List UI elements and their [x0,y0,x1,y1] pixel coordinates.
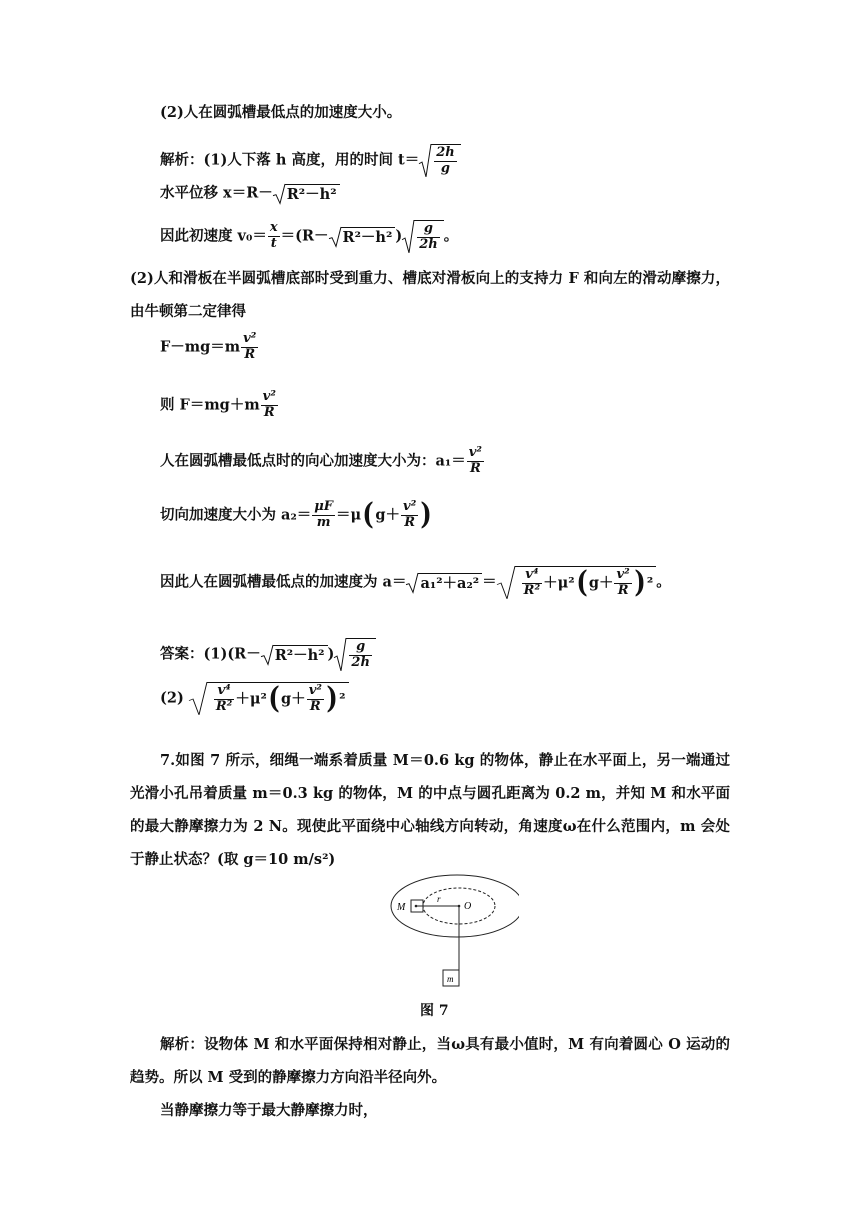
label-M: M [397,902,406,913]
solution-part1-time [160,144,461,177]
sqrt-2h-over-g: $\frac{2h}{g}$ [419,144,461,177]
equation-newton: F－mg＝m $\frac{\text{v²}}{R}$ [160,331,257,362]
equation-F: 则 F＝mg＋m $\frac{\text{v²}}{R}$ [160,389,276,420]
answer-2: (2) $\frac{\text{v⁴}}{\text{R²}}$ ＋μ²(g＋ $\frac{\text{v²}}{R}$ )² [160,682,349,715]
problem-7-last-line: 当静摩擦力等于最大静摩擦力时， [160,1102,378,1119]
question-2: (2)人在圆弧槽最低点的加速度大小。 [160,104,402,121]
solution-horizontal-displacement: 水平位移 x＝R－ R²－h² [160,184,340,203]
solution-part2-paragraph: (2)人和滑板在半圆弧槽底部时受到重力、槽底对滑板向上的支持力 F 和向左的滑动摩擦力，由牛顿第二定律得 [130,270,730,320]
problem-7-statement: 7.如图 7 所示，细绳一端系着质量 M＝0.6 kg 的物体，静止在水平面上，另一端通过光滑小孔吊着质量 m＝0.3 kg 的物体，M 的中点与圆孔距离为 0.2 m，并知 M 和水平面的最大静摩擦力为 2 N。现使此平面绕中心轴线方向转动，角速度ω在什么范围内，m 会处于静止状态？(取 g＝10 m/s²) [130,752,730,868]
equation-tangential: 切向加速度大小为 a₂＝ $\frac{\mu F}{m}$ ＝μ(g＋ $\frac{\text{v²}}{R}$ ) [160,497,433,533]
time-text: (1)人下落 h 高度，用的时间 t＝ [203,151,420,169]
equation-centripetal: 人在圆弧槽最低点时的向心加速度大小为：a₁＝ $\frac{\text{v²}}{R}$ [160,445,482,476]
equation-total-acceleration: 因此人在圆弧槽最低点的加速度为 a＝ a₁²＋a₂² ＝ $\frac{\text{v⁴}}{\text{R²}}$ ＋μ²(g＋ $\frac{\text{v²}}{R}$ )² 。 [160,565,671,601]
answer-label: 答案： [160,645,204,663]
figure-caption: 图 7 [420,1003,449,1019]
label-O: O [464,901,472,912]
problem-7-analysis: 解析：设物体 M 和水平面保持相对静止，当ω具有最小值时，M 有向着圆心 O 运动的趋势。所以 M 受到的静摩擦力方向沿半径向外。 [130,1036,730,1086]
figure-7-diagram [389,872,519,994]
answer-1: 答案：(1)(R－ R²－h² ) $\frac{g}{2h}$ [160,638,376,671]
analysis-label: 解析： [160,151,204,169]
solution-initial-velocity: 因此初速度 v₀＝ $\frac{x}{t}$ ＝(R－ R²－h² ) $\frac{g}{2h}$ 。 [160,220,459,252]
sqrt-R2-h2: R²－h² [273,184,340,203]
label-r: r [437,894,441,904]
label-m: m [447,974,454,984]
